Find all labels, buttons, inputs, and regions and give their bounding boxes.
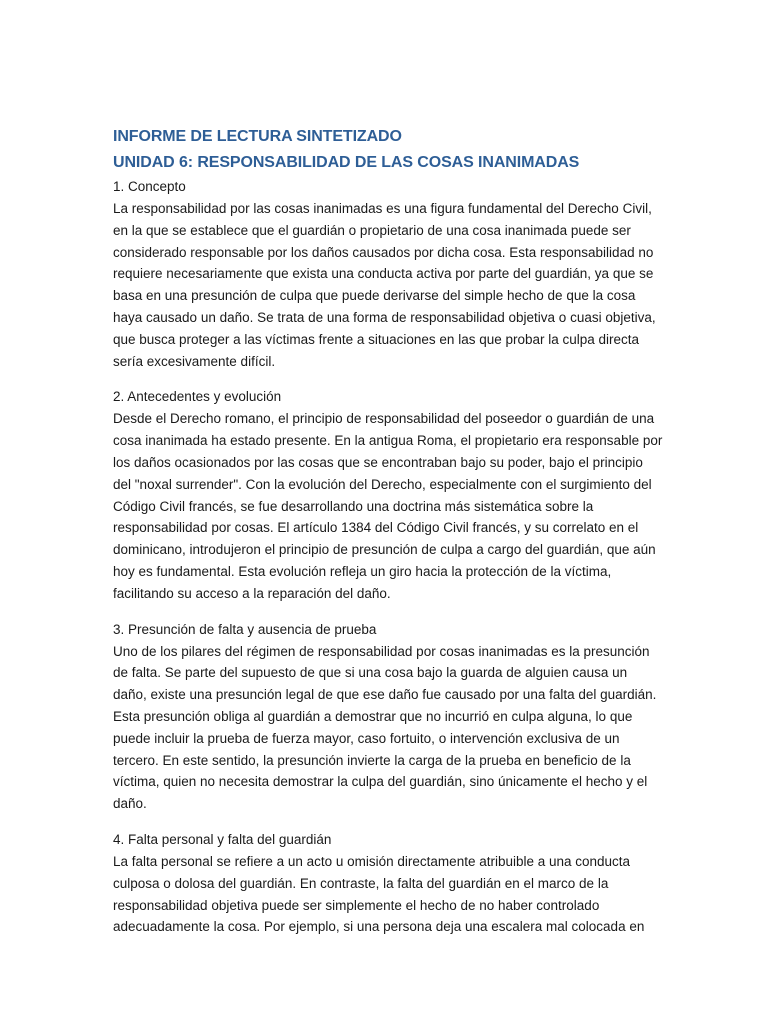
section-body: La falta personal se refiere a un acto u omisión directamente atribuible a una conducta culposa o dolosa del guardián. En contraste, la falta del guardián en el marco de la responsabilidad objetiva puede ser simplemente el hecho de no haber controlado adecuadamente la cosa. Por ejemplo, si una persona deja una escalera mal colocada en: [113, 853, 645, 935]
section-antecedentes: [113, 386, 663, 604]
section-body: La responsabilidad por las cosas inanimadas es una figura fundamental del Derecho Civil, en la que se establece que el guardián o propietario de una cosa inanimada puede ser considerado responsable por los daños causados por dicha cosa. Esta responsabilidad no requiere necesariamente que exista una conducta activa por parte del guardián, ya que se basa en una presunción de culpa que puede derivarse del simple hecho de que la cosa haya causado un daño. Se trata de una forma de responsabilidad objetiva o cuasi objetiva, que busca proteger a las víctimas frente a situaciones en las que probar la culpa directa sería excesivamente difícil.: [113, 201, 656, 369]
section-presuncion: [113, 619, 663, 815]
section-heading: 2. Antecedentes y evolución: [113, 389, 282, 405]
document-title-line1: INFORME DE LECTURA SINTETIZADO: [113, 128, 402, 145]
section-body: Desde el Derecho romano, el principio de responsabilidad del poseedor o guardián de una cosa inanimada ha estado presente. En la antigua Roma, el propietario era responsable por los daños ocasionados por las cosas que se encontraban bajo su poder, bajo el principio del "noxal surrender". Con la evolución del Derecho, especialmente con el surgimiento del Código Civil francés, se fue desarrollando una doctrina más sistemática sobre la responsabilidad por cosas. El artículo 1384 del Código Civil francés, y su correlato en el dominicano, introdujeron el principio de presunción de culpa a cargo del guardián, que aún hoy es fundamental. Esta evolución refleja un giro hacia la protección de la víctima, facilitando su acceso a la reparación del daño.: [113, 411, 663, 601]
section-concepto: [113, 176, 663, 372]
document-title-line2: UNIDAD 6: RESPONSABILIDAD DE LAS COSAS INANIMADAS: [113, 154, 580, 171]
section-falta-personal: [113, 829, 663, 938]
section-heading: 4. Falta personal y falta del guardián: [113, 831, 332, 847]
document-content: [113, 124, 663, 952]
section-body: Uno de los pilares del régimen de responsabilidad por cosas inanimadas es la presunción de falta. Se parte del supuesto de que si una cosa bajo la guarda de alguien causa un daño, existe una presunción legal de que ese daño fue causado por una falta del guardián. Esta presunción obliga al guardián a demostrar que no incurrió en culpa alguna, lo que puede incluir la prueba de fuerza mayor, caso fortuito, o intervención exclusiva de un tercero. En este sentido, la presunción invierte la carga de la prueba en beneficio de la víctima, quien no necesita demostrar la culpa del guardián, sino únicamente el hecho y el daño.: [113, 643, 657, 812]
section-heading: 3. Presunción de falta y ausencia de prueba: [113, 621, 377, 637]
section-heading: 1. Concepto: [113, 179, 186, 194]
